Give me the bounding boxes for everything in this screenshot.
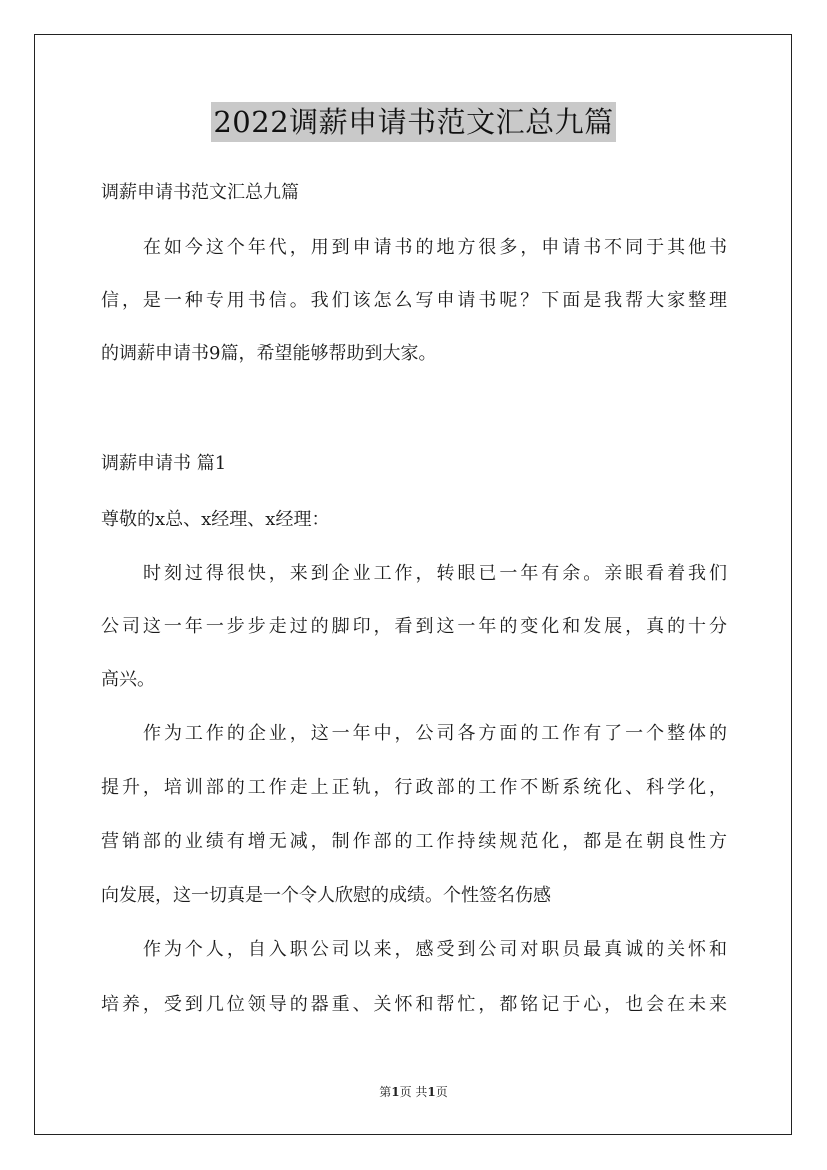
- section-heading: 调薪申请书 篇1: [101, 453, 227, 474]
- paragraph-line: 时刻过得很快，来到企业工作，转眼已一年有余。亲眼看着我们: [143, 563, 727, 584]
- salutation-line: 尊敬的x总、x经理、x经理：: [101, 509, 330, 530]
- paragraph-line: 作为工作的企业，这一年中，公司各方面的工作有了一个整体的: [143, 723, 727, 744]
- paragraph-line: 向发展，这一切真是一个令人欣慰的成绩。个性签名伤感: [101, 885, 551, 906]
- footer-total-pages: 1: [427, 1085, 436, 1099]
- paragraph-line: 作为个人，自入职公司以来，感受到公司对职员最真诚的关怀和: [143, 939, 727, 960]
- footer-current-page: 1: [391, 1085, 400, 1099]
- footer-mid: 页 共: [399, 1085, 428, 1099]
- paragraph-line: 公司这一年一步步走过的脚印，看到这一年的变化和发展，真的十分: [101, 616, 727, 637]
- document-title: 2022调薪申请书范文汇总九篇: [211, 102, 615, 142]
- title-container: [0, 102, 827, 142]
- page-footer: [0, 1083, 827, 1101]
- subtitle-line: 调薪申请书范文汇总九篇: [101, 182, 299, 203]
- footer-prefix: 第: [379, 1085, 392, 1099]
- paragraph-line: 营销部的业绩有增无减，制作部的工作持续规范化，都是在朝良性方: [101, 831, 727, 852]
- paragraph-line: 培养，受到几位领导的器重、关怀和帮忙，都铭记于心，也会在未来: [101, 994, 727, 1015]
- paragraph-line: 高兴。: [101, 669, 155, 690]
- paragraph-line: 在如今这个年代，用到申请书的地方很多，申请书不同于其他书: [143, 237, 727, 258]
- paragraph-line: 提升，培训部的工作走上正轨，行政部的工作不断系统化、科学化，: [101, 777, 727, 798]
- footer-suffix: 页: [435, 1085, 448, 1099]
- paragraph-line: 的调薪申请书9篇，希望能够帮助到大家。: [101, 343, 437, 364]
- paragraph-line: 信，是一种专用书信。我们该怎么写申请书呢？下面是我帮大家整理: [101, 290, 727, 311]
